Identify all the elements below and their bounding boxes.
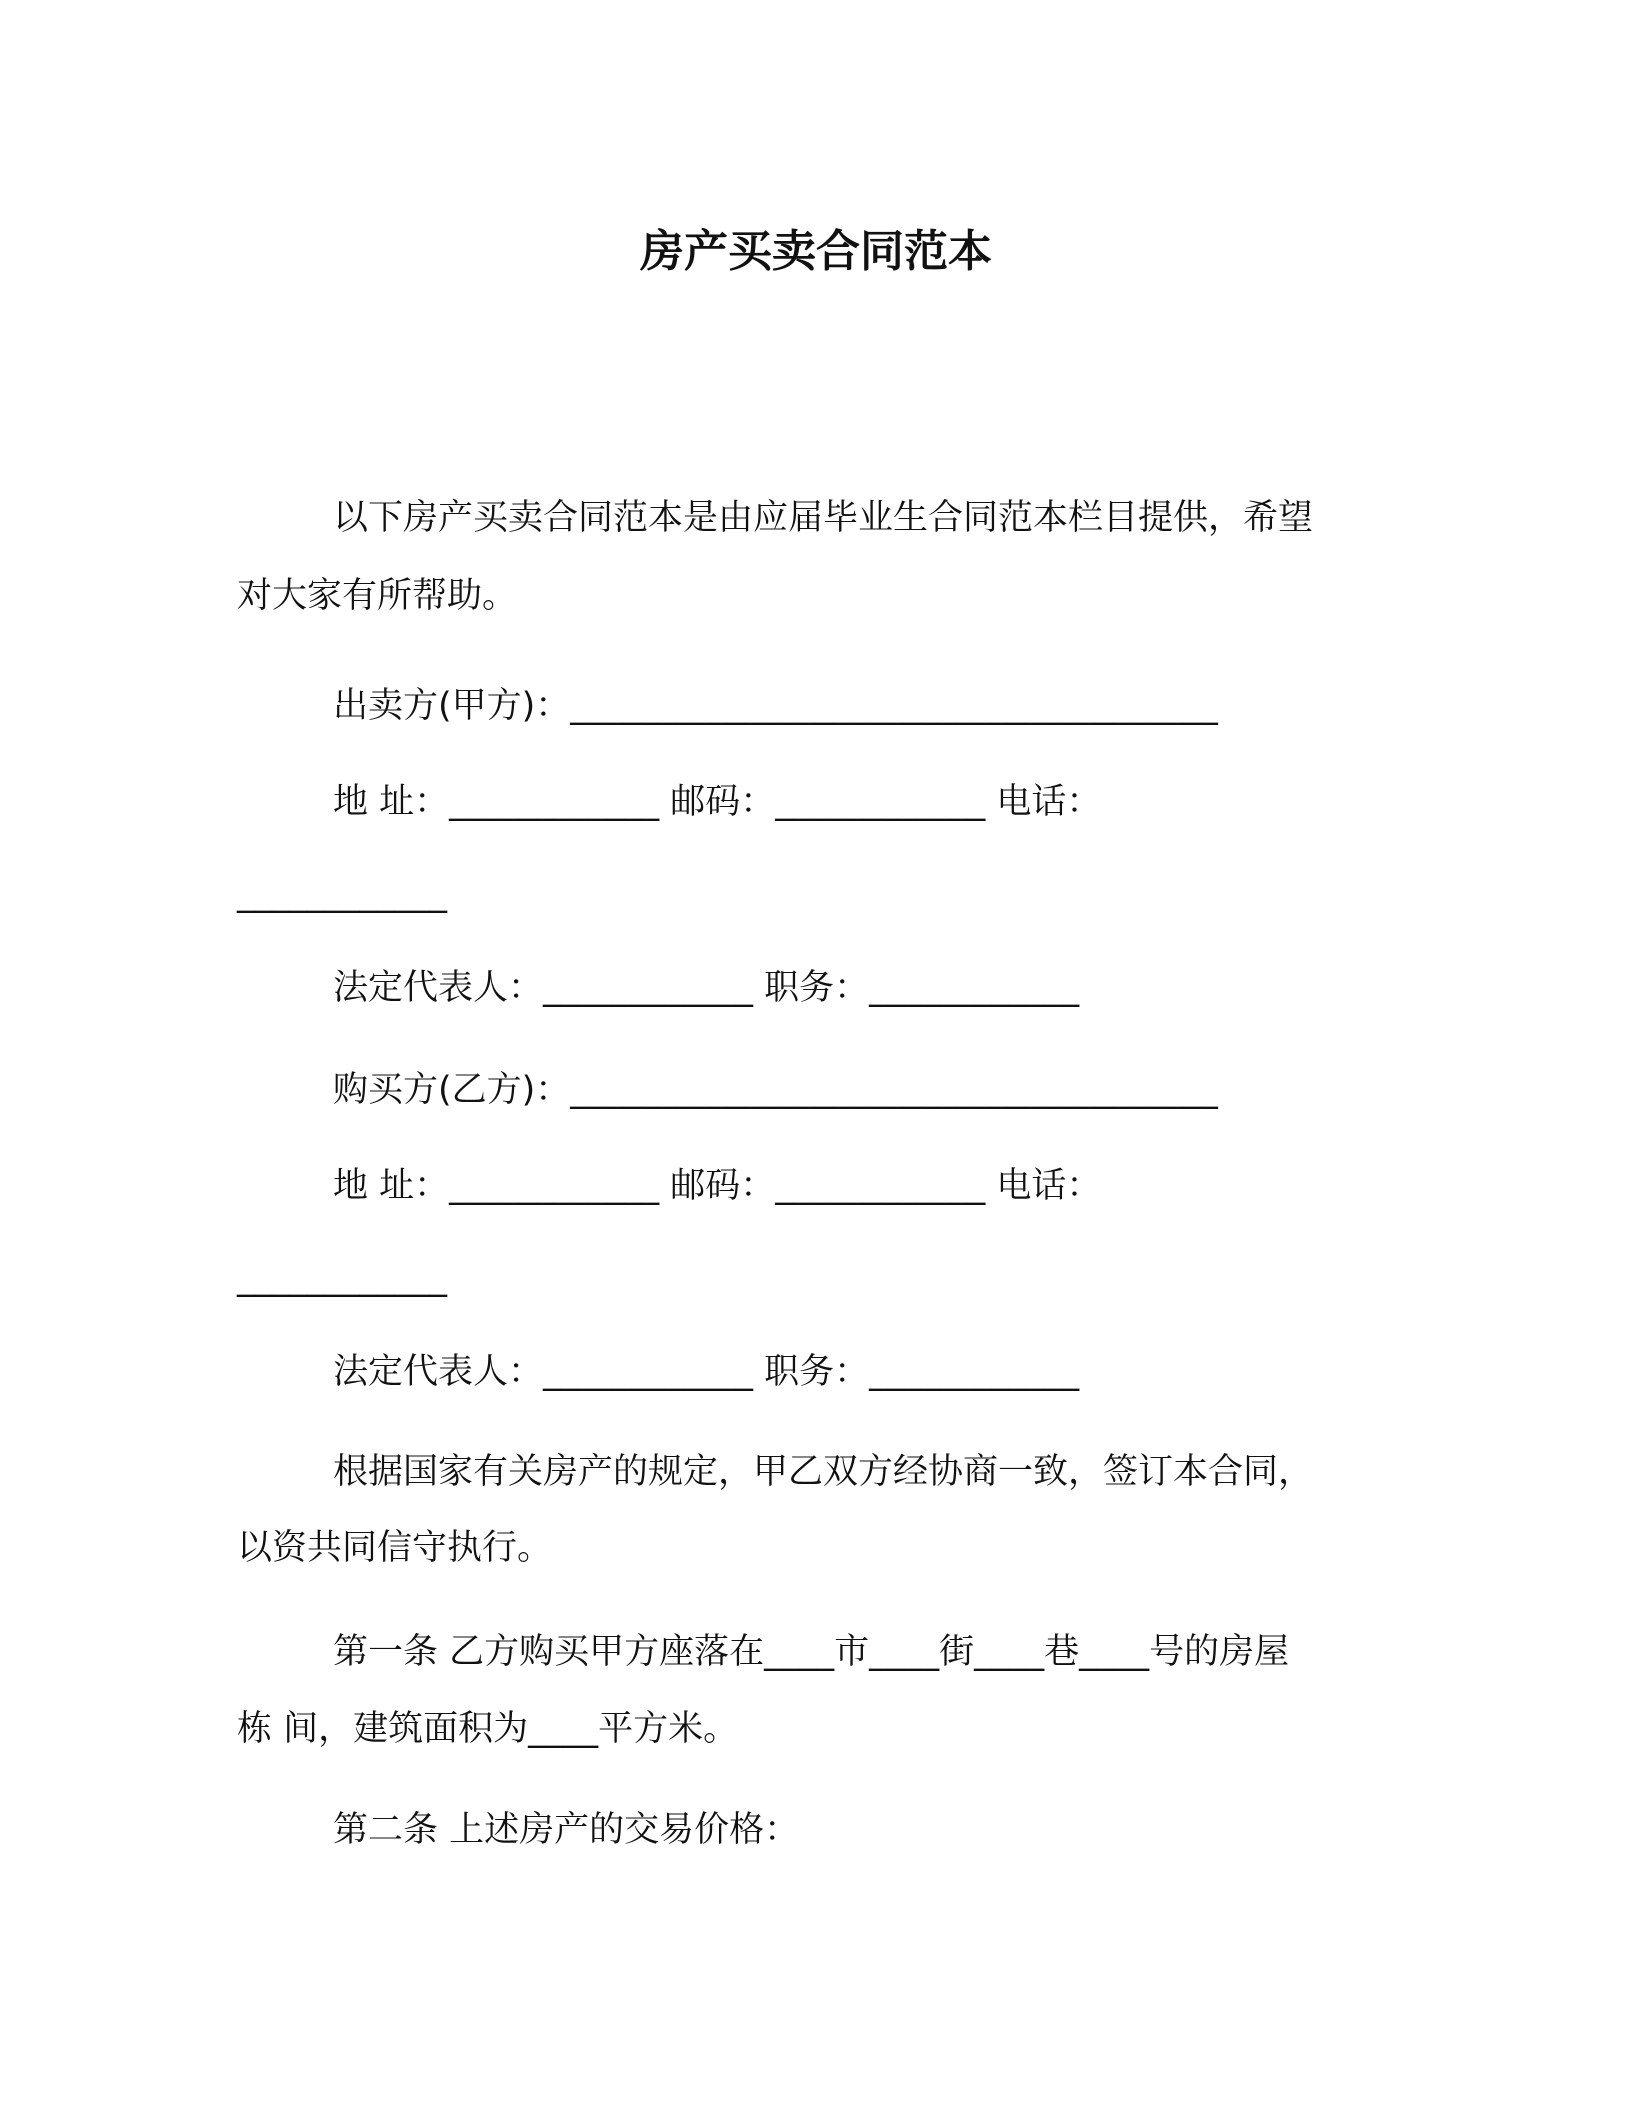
document-title: 房产买卖合同范本 [640, 226, 992, 277]
buyer-address-line: 地 址：____________ 邮码：____________ 电话： [333, 1166, 1102, 1206]
basis-line-1: 根据国家有关房产的规定，甲乙双方经协商一致，签订本合同， [333, 1452, 1314, 1492]
seller-representative: 法定代表人：____________ 职务：____________ [333, 968, 1080, 1008]
buyer-phone-blank: ____________ [237, 1258, 447, 1298]
intro-line-2: 对大家有所帮助。 [237, 576, 518, 616]
article-1-line-2: 栋 间，建筑面积为____平方米。 [237, 1709, 739, 1749]
seller-field: 出卖方(甲方)：_____________________________________ [333, 686, 1218, 726]
buyer-field: 购买方(乙方)：_____________________________________ [333, 1070, 1218, 1110]
article-1-line-1: 第一条 乙方购买甲方座落在____市____街____巷____号的房屋 [333, 1632, 1290, 1672]
basis-line-2: 以资共同信守执行。 [237, 1528, 553, 1568]
seller-address-line: 地 址：____________ 邮码：____________ 电话： [333, 782, 1102, 822]
buyer-representative: 法定代表人：____________ 职务：____________ [333, 1352, 1080, 1392]
article-2-line-1: 第二条 上述房产的交易价格： [333, 1810, 800, 1850]
intro-line-1: 以下房产买卖合同范本是由应届毕业生合同范本栏目提供，希望 [333, 498, 1314, 538]
seller-phone-blank: ____________ [237, 874, 447, 914]
